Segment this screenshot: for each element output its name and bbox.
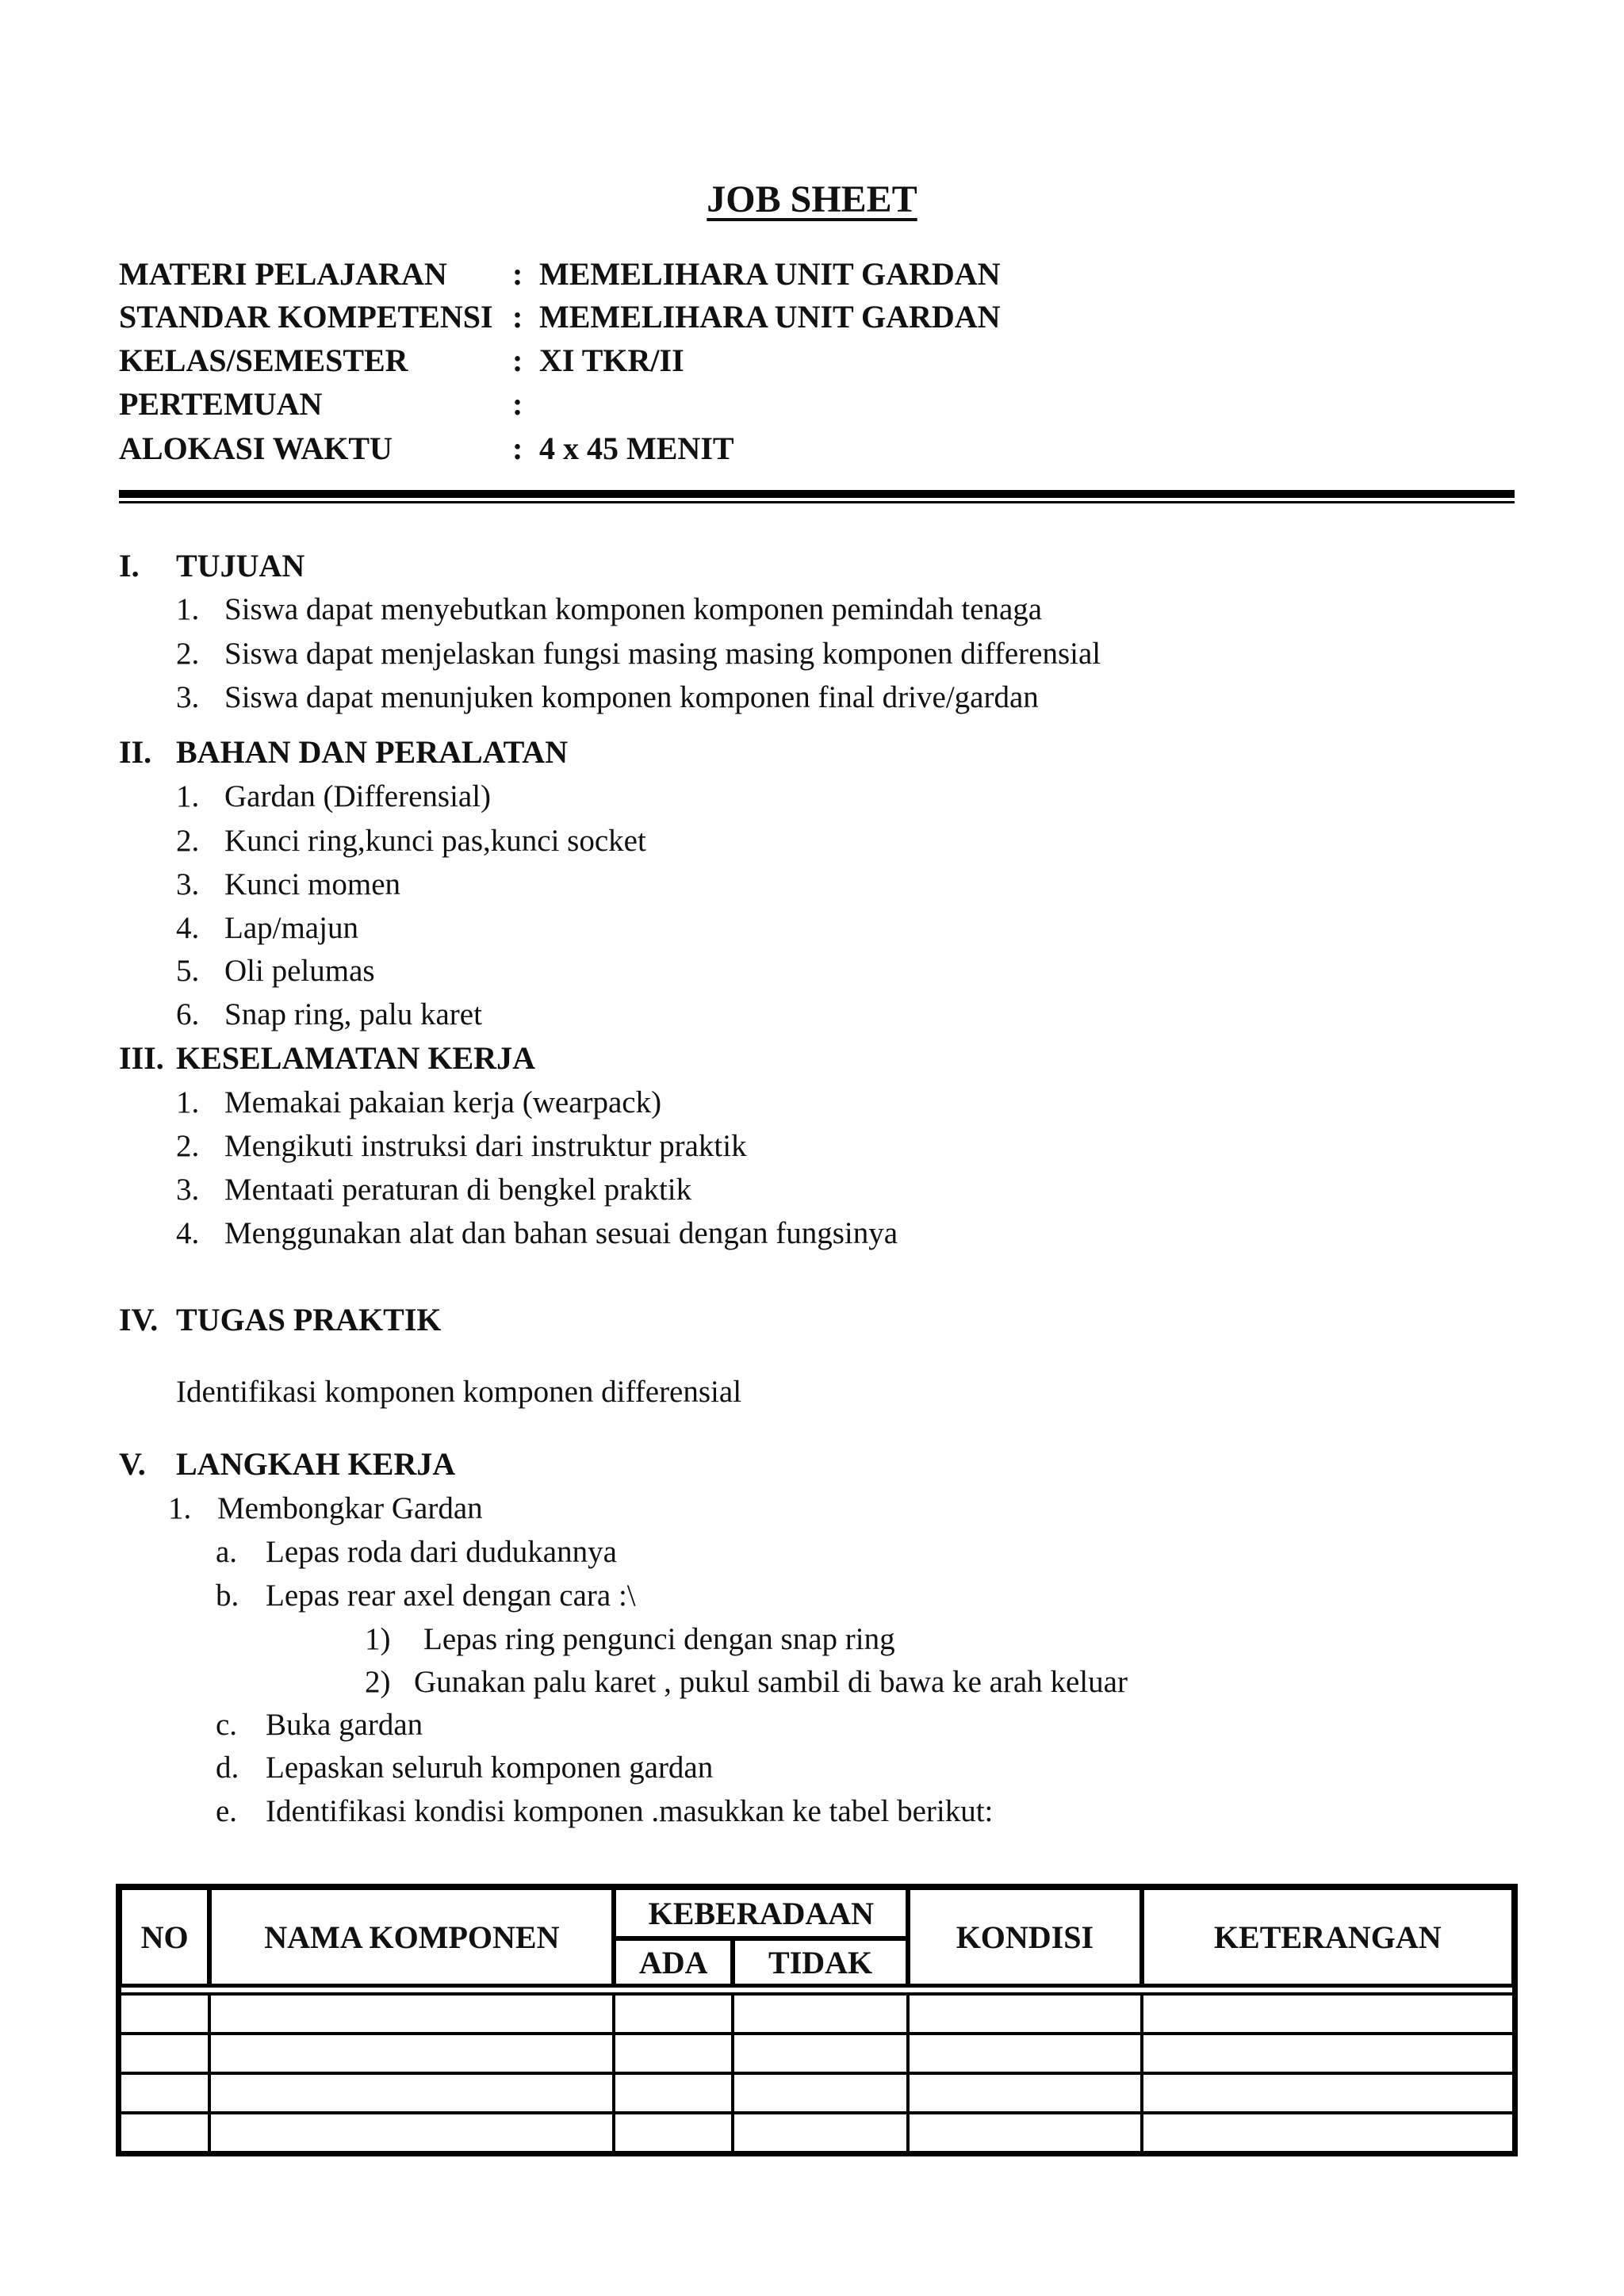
page-title: JOB SHEET [707,178,917,220]
table-cell[interactable] [209,1994,614,2034]
col-header-kondisi: KONDISI [908,1888,1141,1986]
table-cell[interactable] [120,1994,209,2034]
list-number: 3. [176,1173,200,1207]
header-value-standar: MEMELIHARA UNIT GARDAN [539,299,1001,335]
header-label-alokasi: ALOKASI WAKTU [119,430,393,466]
list-number: 1. [176,592,200,626]
table-cell[interactable] [1142,2034,1514,2073]
table-cell[interactable] [908,1994,1141,2034]
subsub-item: Lepas ring pengunci dengan snap ring [423,1622,895,1656]
table-cell[interactable] [614,2073,733,2113]
sub-mark: a. [216,1535,238,1569]
list-number: 4. [176,911,200,945]
list-number: 2. [176,1129,200,1163]
section-number: II. [119,734,152,770]
table-cell[interactable] [733,2113,908,2152]
table-cell[interactable] [120,2113,209,2152]
section-number: I. [119,548,140,584]
table-cell[interactable] [1142,1994,1514,2034]
list-item: Siswa dapat menyebutkan komponen komponen pemindah tenaga [224,592,1043,626]
table-cell[interactable] [908,2073,1141,2113]
list-number: 1. [176,1085,200,1119]
list-item: Mengikuti instruksi dari instruktur praktik [224,1129,747,1163]
col-header-tidak: TIDAK [733,1938,908,1986]
col-header-keberadaan: KEBERADAAN [614,1888,908,1938]
table-header-gap [120,1986,1514,1994]
header-value-alokasi: 4 x 45 MENIT [539,430,734,466]
list-number: 3. [176,680,200,714]
table-cell[interactable] [209,2034,614,2073]
section-title-tujuan: TUJUAN [176,548,305,584]
list-number: 5. [176,954,200,988]
col-header-nama: NAMA KOMPONEN [209,1888,614,1986]
subsub-mark: 2) [365,1665,391,1699]
sub-item: Buka gardan [266,1708,423,1742]
sub-mark: d. [216,1751,239,1785]
col-header-no: NO [120,1888,209,1986]
header-colon: : [512,299,523,335]
sub-item: Identifikasi kondisi komponen .masukkan ke tabel berikut: [266,1794,994,1828]
step-title: Membongkar Gardan [217,1491,483,1525]
table-row [120,2113,1514,2152]
list-item: Siswa dapat menjelaskan fungsi masing masing komponen differensial [224,637,1101,671]
sub-mark: b. [216,1578,239,1613]
section-title-bahan: BAHAN DAN PERALATAN [176,734,569,770]
table-cell[interactable] [733,1994,908,2034]
subsub-item: Gunakan palu karet , pukul sambil di bawa ke arah keluar [414,1665,1128,1699]
table-cell[interactable] [1142,2073,1514,2113]
list-number: 4. [176,1216,200,1250]
component-table [116,1884,1518,2156]
section-title-keselamatan: KESELAMATAN KERJA [176,1040,536,1076]
list-item: Siswa dapat menunjuken komponen komponen final drive/gardan [224,680,1039,714]
list-number: 6. [176,997,200,1031]
section-title-tugas: TUGAS PRAKTIK [176,1302,442,1337]
table-cell[interactable] [614,2113,733,2152]
sub-mark: e. [216,1794,238,1828]
header-label-standar: STANDAR KOMPETENSI [119,299,493,335]
sub-mark: c. [216,1708,238,1742]
table-cell[interactable] [209,2113,614,2152]
header-colon: : [512,430,523,466]
table-cell[interactable] [908,2113,1141,2152]
list-item: Lap/majun [224,911,358,945]
sub-item: Lepas roda dari dudukannya [266,1535,617,1569]
list-item: Kunci momen [224,867,401,901]
list-item: Menggunakan alat dan bahan sesuai dengan fungsinya [224,1216,898,1250]
table-cell[interactable] [614,2034,733,2073]
header-label-materi: MATERI PELAJARAN [119,256,447,292]
header-value-materi: MEMELIHARA UNIT GARDAN [539,256,1001,292]
list-number: 3. [176,867,200,901]
sub-item: Lepaskan seluruh komponen gardan [266,1751,714,1785]
header-value-kelas: XI TKR/II [539,342,684,378]
col-header-keterangan: KETERANGAN [1142,1888,1514,1986]
table-cell[interactable] [733,2034,908,2073]
table-cell[interactable] [1142,2113,1514,2152]
header-label-pertemuan: PERTEMUAN [119,386,323,422]
table-cell[interactable] [209,2073,614,2113]
section-number: III. [119,1040,164,1076]
tugas-text: Identifikasi komponen komponen differensial [176,1375,742,1409]
header-divider-thin [119,501,1515,503]
list-number: 1. [176,779,200,813]
list-item: Memakai pakaian kerja (wearpack) [224,1085,662,1119]
list-number: 1. [168,1491,192,1525]
list-number: 2. [176,637,200,671]
col-header-ada: ADA [614,1938,733,1986]
list-number: 2. [176,824,200,858]
sub-item: Lepas rear axel dengan cara :\ [266,1578,636,1613]
header-colon: : [512,342,523,378]
table-cell[interactable] [120,2073,209,2113]
header-label-kelas: KELAS/SEMESTER [119,342,408,378]
list-item: Oli pelumas [224,954,375,988]
table-cell[interactable] [733,2073,908,2113]
header-colon: : [512,386,523,422]
table-cell[interactable] [614,1994,733,2034]
list-item: Snap ring, palu karet [224,997,482,1031]
table-row [120,2034,1514,2073]
table-cell[interactable] [120,2034,209,2073]
section-number: IV. [119,1302,159,1337]
subsub-mark: 1) [365,1622,391,1656]
list-item: Gardan (Differensial) [224,779,492,813]
header-colon: : [512,256,523,292]
section-number: V. [119,1446,146,1482]
list-item: Kunci ring,kunci pas,kunci socket [224,824,646,858]
table-cell[interactable] [908,2034,1141,2073]
table-row [120,2073,1514,2113]
section-title-langkah: LANGKAH KERJA [176,1446,456,1482]
header-divider-thick [119,490,1515,498]
list-item: Mentaati peraturan di bengkel praktik [224,1173,692,1207]
table-row [120,1994,1514,2034]
